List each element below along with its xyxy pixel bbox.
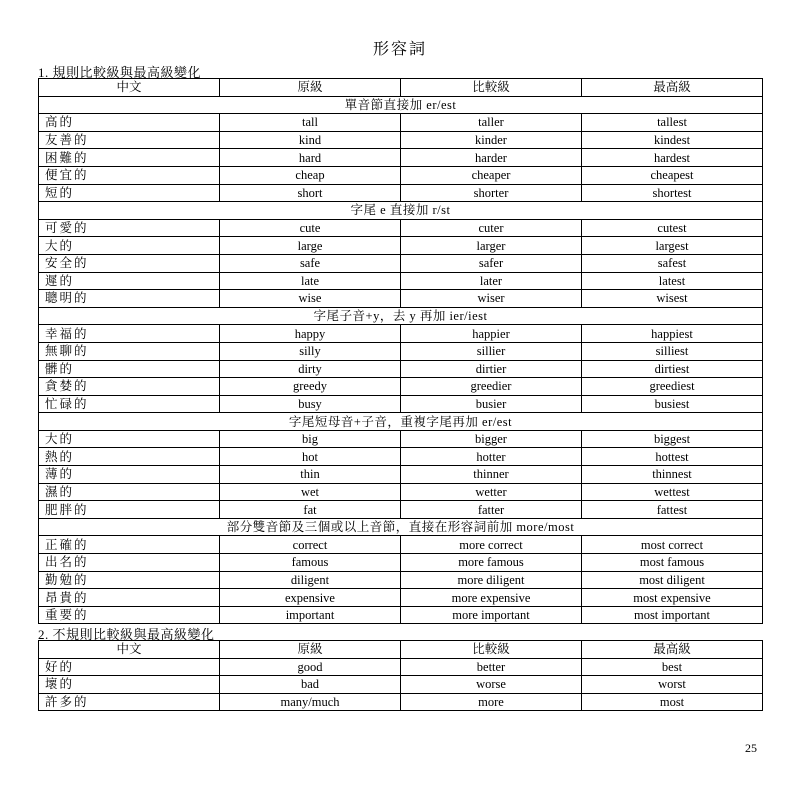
page-number: 25 <box>745 741 757 755</box>
table-row <box>39 589 763 607</box>
comparative-cell: safer <box>401 254 582 272</box>
positive-cell: hot <box>220 448 401 466</box>
page-title: 形容詞 <box>372 41 427 58</box>
table-row <box>39 237 763 255</box>
positive-cell: greedy <box>220 378 401 396</box>
superlative-cell: greediest <box>582 378 763 396</box>
chinese-cell: 勤勉的 <box>39 571 220 589</box>
table-row <box>39 448 763 466</box>
table-row <box>39 254 763 272</box>
table-row <box>39 325 763 343</box>
superlative-cell: most expensive <box>582 589 763 607</box>
table-row <box>39 483 763 501</box>
table-row <box>39 272 763 290</box>
comparative-cell: cuter <box>401 219 582 237</box>
chinese-cell: 大的 <box>39 430 220 448</box>
superlative-cell: silliest <box>582 342 763 360</box>
superlative-cell: worst <box>582 676 763 694</box>
group-label: 字尾 e 直接加 r/st <box>39 202 763 220</box>
header-comparative: 比較級 <box>401 79 582 97</box>
table-row <box>39 606 763 624</box>
positive-cell: fat <box>220 501 401 519</box>
chinese-cell: 安全的 <box>39 254 220 272</box>
comparative-cell: larger <box>401 237 582 255</box>
comparative-cell: sillier <box>401 342 582 360</box>
superlative-cell: cheapest <box>582 166 763 184</box>
chinese-cell: 可愛的 <box>39 219 220 237</box>
comparative-cell: wiser <box>401 290 582 308</box>
positive-cell: bad <box>220 676 401 694</box>
chinese-cell: 困難的 <box>39 149 220 167</box>
header-comparative: 比較級 <box>401 641 582 659</box>
chinese-cell: 幸福的 <box>39 325 220 343</box>
superlative-cell: most diligent <box>582 571 763 589</box>
chinese-cell: 忙碌的 <box>39 395 220 413</box>
group-label: 字尾子音+y，去 y 再加 ier/iest <box>39 307 763 325</box>
comparative-cell: happier <box>401 325 582 343</box>
chinese-cell: 肥胖的 <box>39 501 220 519</box>
header-chinese: 中文 <box>39 79 220 97</box>
irregular-comparison-table <box>38 640 763 711</box>
group-header-row <box>39 413 763 431</box>
table-row <box>39 693 763 711</box>
positive-cell: short <box>220 184 401 202</box>
table-header-row <box>39 79 763 97</box>
positive-cell: silly <box>220 342 401 360</box>
chinese-cell: 短的 <box>39 184 220 202</box>
comparative-cell: wetter <box>401 483 582 501</box>
chinese-cell: 髒的 <box>39 360 220 378</box>
comparative-cell: dirtier <box>401 360 582 378</box>
comparative-cell: more <box>401 693 582 711</box>
chinese-cell: 出名的 <box>39 554 220 572</box>
header-superlative: 最高級 <box>582 641 763 659</box>
positive-cell: expensive <box>220 589 401 607</box>
header-superlative: 最高級 <box>582 79 763 97</box>
table-row <box>39 114 763 132</box>
comparative-cell: thinner <box>401 466 582 484</box>
chinese-cell: 昂貴的 <box>39 589 220 607</box>
header-chinese: 中文 <box>39 641 220 659</box>
superlative-cell: latest <box>582 272 763 290</box>
superlative-cell: thinnest <box>582 466 763 484</box>
superlative-cell: wisest <box>582 290 763 308</box>
positive-cell: many/much <box>220 693 401 711</box>
comparative-cell: more correct <box>401 536 582 554</box>
comparative-cell: bigger <box>401 430 582 448</box>
comparative-cell: more expensive <box>401 589 582 607</box>
superlative-cell: largest <box>582 237 763 255</box>
comparative-cell: more diligent <box>401 571 582 589</box>
positive-cell: busy <box>220 395 401 413</box>
chinese-cell: 聰明的 <box>39 290 220 308</box>
positive-cell: safe <box>220 254 401 272</box>
group-label: 單音節直接加 er/est <box>39 96 763 114</box>
table-row <box>39 430 763 448</box>
table-row <box>39 536 763 554</box>
table-row <box>39 131 763 149</box>
header-positive: 原級 <box>220 641 401 659</box>
group-label: 字尾短母音+子音，重複字尾再加 er/est <box>39 413 763 431</box>
table-row <box>39 360 763 378</box>
table-row <box>39 658 763 676</box>
comparative-cell: greedier <box>401 378 582 396</box>
section-1-heading: 1. 規則比較級與最高級變化 <box>38 65 202 80</box>
table-row <box>39 378 763 396</box>
table-row <box>39 501 763 519</box>
table-row <box>39 149 763 167</box>
positive-cell: dirty <box>220 360 401 378</box>
superlative-cell: kindest <box>582 131 763 149</box>
comparative-cell: kinder <box>401 131 582 149</box>
comparative-cell: later <box>401 272 582 290</box>
chinese-cell: 許多的 <box>39 693 220 711</box>
chinese-cell: 高的 <box>39 114 220 132</box>
table-header-row <box>39 641 763 659</box>
comparative-cell: worse <box>401 676 582 694</box>
table-row <box>39 676 763 694</box>
positive-cell: diligent <box>220 571 401 589</box>
superlative-cell: tallest <box>582 114 763 132</box>
table-row <box>39 184 763 202</box>
superlative-cell: most correct <box>582 536 763 554</box>
superlative-cell: hottest <box>582 448 763 466</box>
comparative-cell: fatter <box>401 501 582 519</box>
chinese-cell: 遲的 <box>39 272 220 290</box>
positive-cell: cheap <box>220 166 401 184</box>
chinese-cell: 熱的 <box>39 448 220 466</box>
superlative-cell: most famous <box>582 554 763 572</box>
superlative-cell: busiest <box>582 395 763 413</box>
group-header-row <box>39 96 763 114</box>
header-positive: 原級 <box>220 79 401 97</box>
table-row <box>39 166 763 184</box>
superlative-cell: dirtiest <box>582 360 763 378</box>
positive-cell: thin <box>220 466 401 484</box>
superlative-cell: shortest <box>582 184 763 202</box>
chinese-cell: 大的 <box>39 237 220 255</box>
superlative-cell: safest <box>582 254 763 272</box>
comparative-cell: hotter <box>401 448 582 466</box>
group-header-row <box>39 202 763 220</box>
comparative-cell: better <box>401 658 582 676</box>
superlative-cell: most <box>582 693 763 711</box>
positive-cell: correct <box>220 536 401 554</box>
chinese-cell: 便宜的 <box>39 166 220 184</box>
comparative-cell: shorter <box>401 184 582 202</box>
superlative-cell: hardest <box>582 149 763 167</box>
chinese-cell: 正確的 <box>39 536 220 554</box>
positive-cell: large <box>220 237 401 255</box>
group-header-row <box>39 518 763 536</box>
chinese-cell: 濕的 <box>39 483 220 501</box>
positive-cell: hard <box>220 149 401 167</box>
positive-cell: big <box>220 430 401 448</box>
superlative-cell: cutest <box>582 219 763 237</box>
superlative-cell: most important <box>582 606 763 624</box>
superlative-cell: wettest <box>582 483 763 501</box>
chinese-cell: 壞的 <box>39 676 220 694</box>
table-row <box>39 219 763 237</box>
chinese-cell: 重要的 <box>39 606 220 624</box>
positive-cell: late <box>220 272 401 290</box>
positive-cell: cute <box>220 219 401 237</box>
chinese-cell: 無聊的 <box>39 342 220 360</box>
superlative-cell: fattest <box>582 501 763 519</box>
superlative-cell: happiest <box>582 325 763 343</box>
table-row <box>39 554 763 572</box>
table-row <box>39 395 763 413</box>
comparative-cell: harder <box>401 149 582 167</box>
table-row <box>39 342 763 360</box>
group-header-row <box>39 307 763 325</box>
positive-cell: important <box>220 606 401 624</box>
chinese-cell: 薄的 <box>39 466 220 484</box>
positive-cell: happy <box>220 325 401 343</box>
comparative-cell: more important <box>401 606 582 624</box>
regular-comparison-table <box>38 78 763 624</box>
comparative-cell: cheaper <box>401 166 582 184</box>
section-2-heading: 2. 不規則比較級與最高級變化 <box>38 627 215 642</box>
table-row <box>39 571 763 589</box>
positive-cell: kind <box>220 131 401 149</box>
comparative-cell: taller <box>401 114 582 132</box>
positive-cell: tall <box>220 114 401 132</box>
table-row <box>39 290 763 308</box>
table-row <box>39 466 763 484</box>
positive-cell: famous <box>220 554 401 572</box>
comparative-cell: more famous <box>401 554 582 572</box>
group-label: 部分雙音節及三個或以上音節，直接在形容詞前加 more/most <box>39 518 763 536</box>
superlative-cell: best <box>582 658 763 676</box>
chinese-cell: 友善的 <box>39 131 220 149</box>
comparative-cell: busier <box>401 395 582 413</box>
positive-cell: good <box>220 658 401 676</box>
positive-cell: wet <box>220 483 401 501</box>
chinese-cell: 好的 <box>39 658 220 676</box>
superlative-cell: biggest <box>582 430 763 448</box>
chinese-cell: 貪婪的 <box>39 378 220 396</box>
positive-cell: wise <box>220 290 401 308</box>
